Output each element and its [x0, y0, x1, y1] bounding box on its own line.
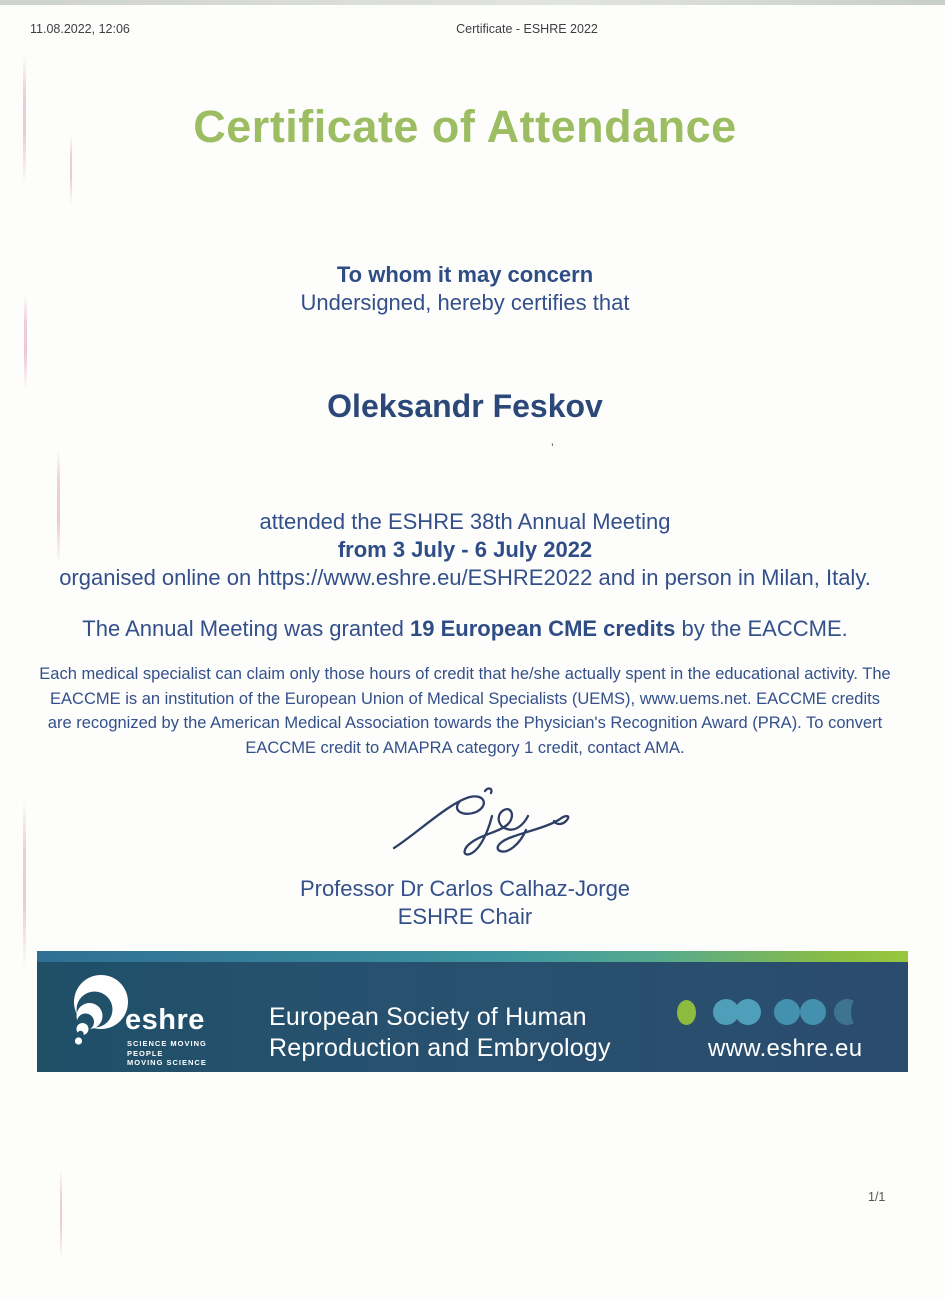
attendee-name: Oleksandr Feskov [327, 388, 603, 424]
tagline-line: MOVING SCIENCE [127, 1058, 207, 1067]
banner-gradient-strip [37, 951, 908, 962]
credits-prefix: The Annual Meeting was granted [82, 616, 411, 641]
signatory-name: Professor Dr Carlos Calhaz-Jorge [299, 876, 631, 901]
decorative-dot-pair-icon [713, 999, 761, 1025]
credits-suffix: by the EACCME. [675, 616, 848, 641]
eshre-website-url: www.eshre.eu [708, 1035, 863, 1062]
credits-line [0, 616, 930, 642]
credits-amount: 19 European CME credits [410, 616, 676, 641]
organisation-name-line1: European Society of Human [269, 1003, 587, 1031]
organisation-name [269, 1002, 611, 1064]
eshre-logo-tagline [127, 1039, 207, 1068]
signatory-title: ESHRE Chair [397, 904, 533, 929]
decorative-dot-pair-icon [774, 999, 826, 1025]
signature-image [388, 786, 578, 858]
eshre-logo-wordmark: eshre [125, 1004, 205, 1036]
certify-line: Undersigned, hereby certifies that [300, 290, 630, 315]
eaccme-disclaimer [0, 662, 930, 760]
decorative-dot-green-icon [677, 1000, 696, 1025]
print-document-title: Certificate - ESHRE 2022 [456, 22, 598, 36]
attended-line: attended the ESHRE 38th Annual Meeting [259, 509, 671, 534]
signature-scribble-icon [388, 786, 578, 858]
scan-edge-artifact [0, 0, 945, 5]
scan-speck-mark: ’ [551, 441, 554, 455]
scan-streak-artifact [60, 1170, 62, 1260]
tagline-line: PEOPLE [127, 1048, 164, 1058]
organisation-name-line2: Reproduction and Embryology [269, 1034, 611, 1062]
print-page-number: 1/1 [868, 1190, 886, 1204]
dot-cutout [851, 997, 869, 1027]
disclaimer-line: EACCME is an institution of the European Union of Medical Specialists (UEMS), www.uems.net. EACCME credits [50, 689, 880, 708]
eshre-logo-icon [68, 975, 128, 1059]
dot-circle [800, 999, 826, 1025]
location-line: organised online on https://www.eshre.eu/ESHRE2022 and in person in Milan, Italy. [59, 565, 871, 590]
decorative-dot-partial-icon [834, 999, 860, 1025]
banner-background [37, 962, 908, 1072]
date-range-line: from 3 July - 6 July 2022 [337, 537, 593, 562]
salutation-line: To whom it may concern [336, 262, 594, 287]
dot-circle [774, 999, 800, 1025]
certificate-title: Certificate of Attendance [193, 101, 737, 152]
disclaimer-line: Each medical specialist can claim only those hours of credit that he/she actually spent in the educational activity. The [39, 665, 891, 683]
dot-circle [735, 999, 761, 1025]
disclaimer-line: EACCME credit to AMAPRA category 1 credit, contact AMA. [245, 738, 685, 757]
print-timestamp: 11.08.2022, 12:06 [30, 22, 130, 36]
disclaimer-line: are recognized by the American Medical Association towards the Physician's Recognition Award (PRA). To convert [47, 714, 883, 733]
eshre-footer-banner [37, 951, 908, 1072]
tagline-line: SCIENCE MOVING [127, 1039, 207, 1048]
